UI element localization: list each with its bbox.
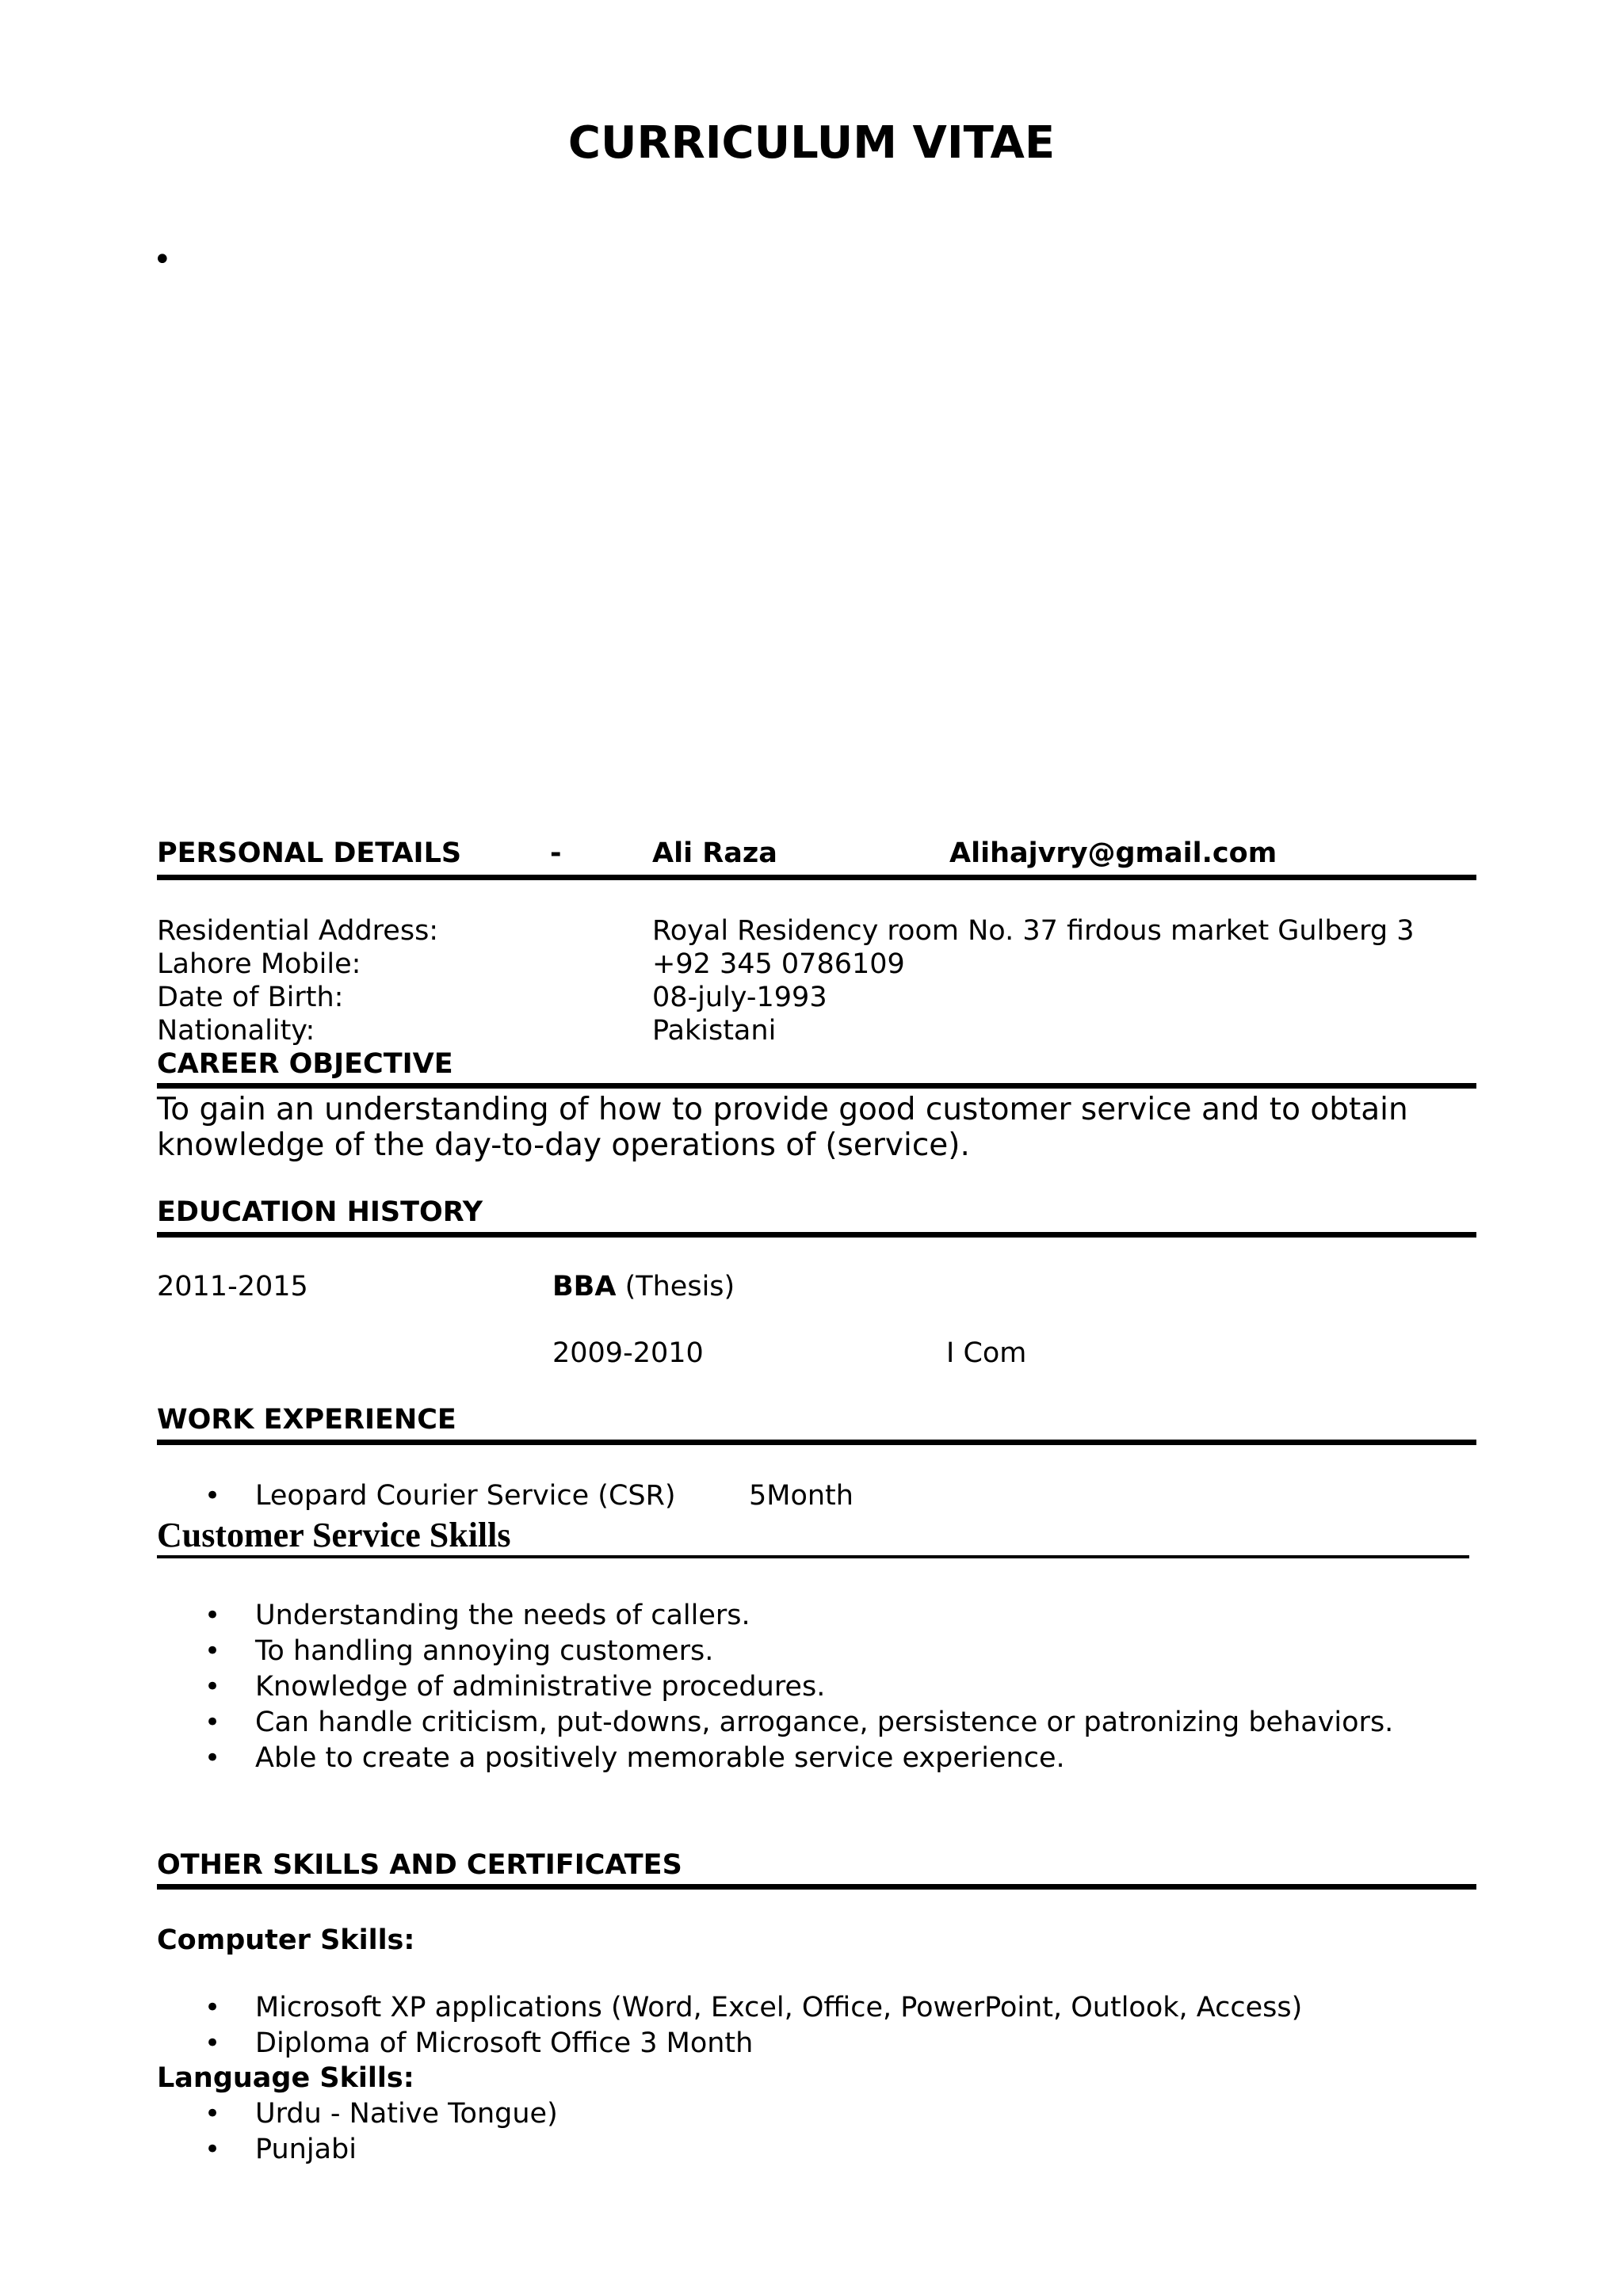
- heading-underline: [157, 1555, 547, 1558]
- work-item: Leopard Courier Service (CSR): [255, 1480, 676, 1512]
- heading-trailing-rule: [547, 1555, 1469, 1558]
- skill-item: Knowledge of administrative procedures.: [255, 1671, 826, 1703]
- education-heading: EDUCATION HISTORY: [157, 1196, 483, 1228]
- computer-skill-item: Diploma of Microsoft Office 3 Month: [255, 2027, 754, 2059]
- personal-details-dash: -: [550, 837, 562, 869]
- bullet: •: [204, 1671, 221, 1703]
- bullet: •: [204, 1742, 221, 1774]
- education-year: 2011-2015: [157, 1271, 308, 1302]
- person-email: Alihajvry@gmail.com: [949, 837, 1277, 869]
- education-degree: I Com: [946, 1337, 1027, 1369]
- personal-details-heading: PERSONAL DETAILS: [157, 837, 462, 869]
- section-rule: [157, 1232, 1476, 1238]
- skill-item: Understanding the needs of callers.: [255, 1600, 750, 1631]
- language-skills-heading: Language Skills:: [157, 2062, 414, 2094]
- bullet: •: [204, 1635, 221, 1667]
- document-title: CURRICULUM VITAE: [567, 117, 1056, 169]
- work-experience-heading: WORK EXPERIENCE: [157, 1404, 456, 1436]
- detail-value: Royal Residency room No. 37 firdous market Gulberg 3: [652, 915, 1415, 947]
- detail-label: Nationality:: [157, 1015, 315, 1047]
- customer-service-heading: Customer Service Skills: [157, 1516, 511, 1554]
- skill-item: Can handle criticism, put-downs, arrogance, persistence or patronizing behaviors.: [255, 1707, 1394, 1738]
- education-degree: [552, 1271, 735, 1302]
- degree-note: (Thesis): [616, 1271, 735, 1302]
- language-item: Punjabi: [255, 2134, 357, 2165]
- empty-bullet: •: [153, 242, 172, 278]
- bullet: •: [204, 1480, 221, 1512]
- career-objective-line: knowledge of the day-to-day operations of (service).: [157, 1127, 970, 1163]
- section-rule: [157, 875, 1476, 880]
- bullet: •: [204, 1992, 221, 2023]
- skill-item: To handling annoying customers.: [255, 1635, 714, 1667]
- career-objective-line: To gain an understanding of how to provide good customer service and to obtain: [157, 1092, 1408, 1127]
- work-duration: 5Month: [749, 1480, 854, 1512]
- detail-label: Date of Birth:: [157, 982, 344, 1013]
- section-rule: [157, 1884, 1476, 1890]
- section-rule: [157, 1083, 1476, 1089]
- education-year: 2009-2010: [552, 1337, 704, 1369]
- bullet: •: [204, 2134, 221, 2165]
- detail-value: +92 345 0786109: [652, 948, 905, 980]
- bullet: •: [204, 1707, 221, 1738]
- person-name: Ali Raza: [652, 837, 777, 869]
- language-item: Urdu - Native Tongue): [255, 2098, 558, 2130]
- detail-label: Residential Address:: [157, 915, 439, 947]
- career-objective-heading: CAREER OBJECTIVE: [157, 1048, 453, 1080]
- other-skills-heading: OTHER SKILLS AND CERTIFICATES: [157, 1849, 682, 1881]
- detail-label: Lahore Mobile:: [157, 948, 361, 980]
- bullet: •: [204, 2027, 221, 2059]
- computer-skill-item: Microsoft XP applications (Word, Excel, Office, PowerPoint, Outlook, Access): [255, 1992, 1303, 2023]
- bullet: •: [204, 1600, 221, 1631]
- detail-value: Pakistani: [652, 1015, 777, 1047]
- bullet: •: [204, 2098, 221, 2130]
- degree-name: BBA: [552, 1271, 617, 1302]
- detail-value: 08-july-1993: [652, 982, 827, 1013]
- section-rule: [157, 1440, 1476, 1445]
- computer-skills-heading: Computer Skills:: [157, 1924, 415, 1956]
- skill-item: Able to create a positively memorable service experience.: [255, 1742, 1065, 1774]
